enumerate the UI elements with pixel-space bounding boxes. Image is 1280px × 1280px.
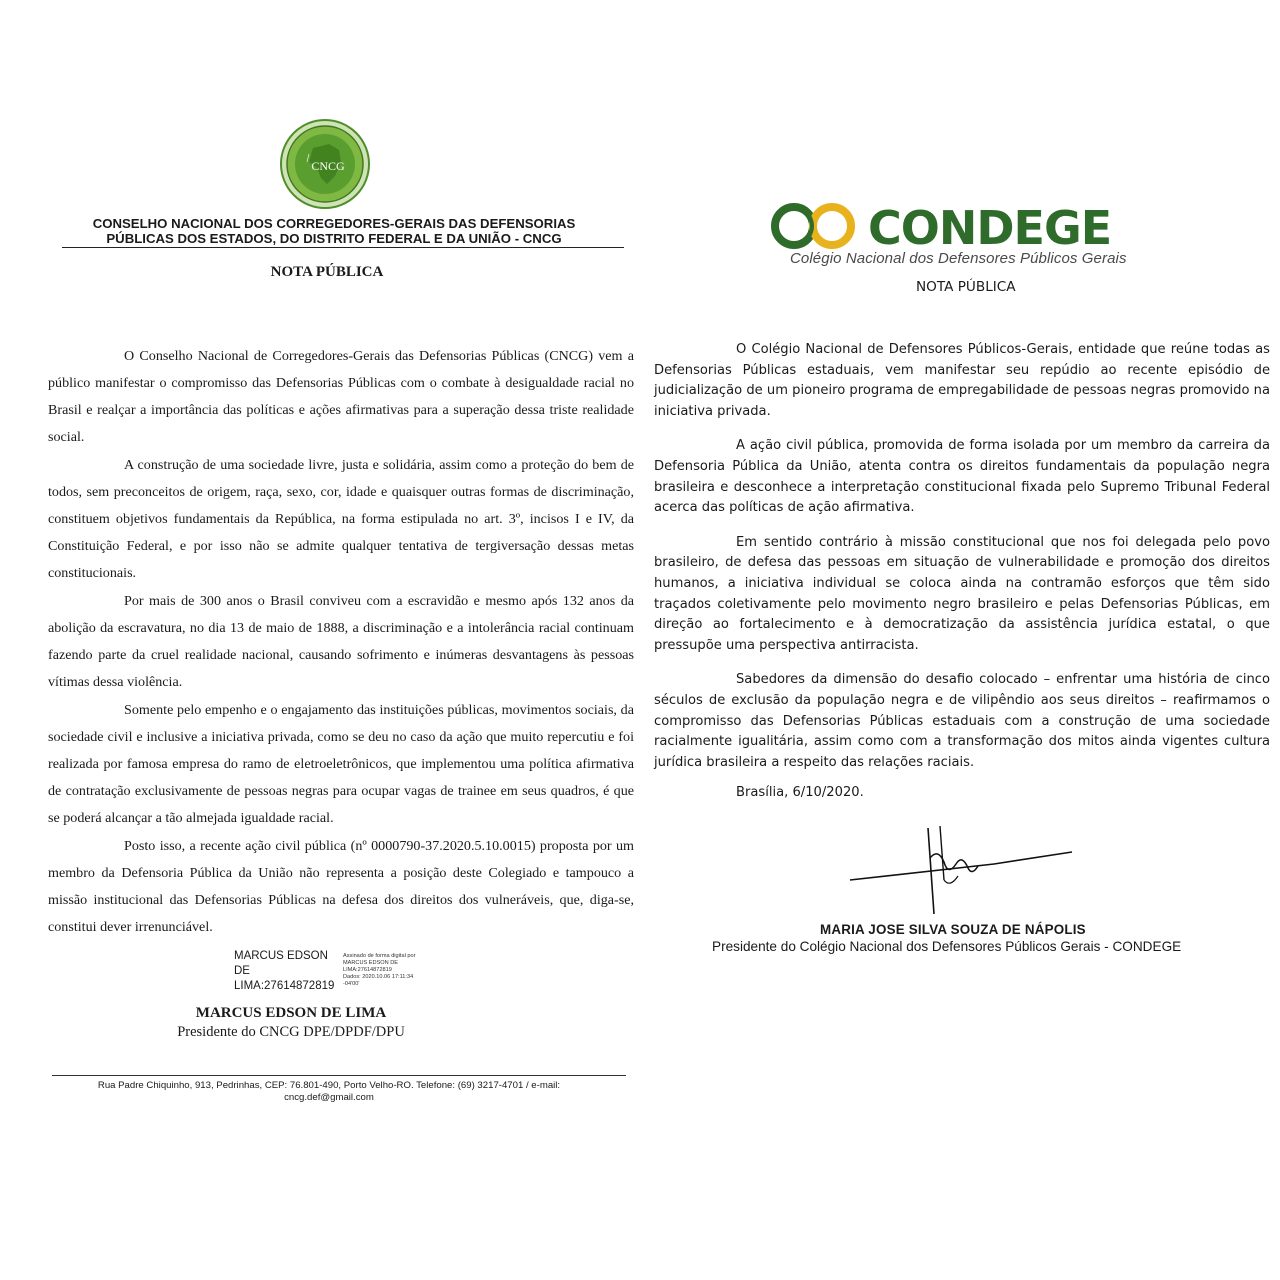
left-signer-role: Presidente do CNCG DPE/DPDF/DPU	[177, 1024, 405, 1040]
right-body	[654, 340, 1270, 773]
left-title: NOTA PÚBLICA	[270, 264, 384, 280]
left-body	[48, 343, 634, 941]
svg-text:CONDEGE: CONDEGE	[868, 201, 1112, 252]
cncg-document	[48, 118, 634, 1104]
digital-signature-name: MARCUS EDSON DE LIMA:27614872819	[234, 950, 335, 992]
left-paragraph: O Conselho Nacional de Corregedores-Gerais das Defensorias Públicas (CNCG) vem a público manifestar o compromisso das Defensorias Públicas com o combate à desigualdade racial no Brasil e realçar a importância das políticas e ações afirmativas para a superação dessa triste realidade social.	[48, 348, 634, 445]
left-paragraph: Por mais de 300 anos o Brasil conviveu com a escravidão e mesmo após 132 anos da abolição da escravatura, no dia 13 de maio de 1888, a discriminação e a intolerância racial continuam fazendo parte da cruel realidade nacional, causando sofrimento e inúmeras desvantagens às pessoas vítimas dessa violência.	[48, 593, 634, 690]
right-paragraph: Em sentido contrário à missão constitucional que nos foi delegada pelo povo brasileiro, de defesa das pessoas em situação de vulnerabilidade e promoção dos direitos humanos, a iniciativa individual se coloca ainda na contramão esforços que têm sido traçados coletivamente pelo movimento negro brasileiro e pelas Defensorias Públicas, em direção ao fortalecimento e à democratização da assistência jurídica estatal, o que pressupõe uma perspectiva antirracista.	[654, 534, 1270, 653]
digital-signature-details: Assinado de forma digital por MARCUS EDSON DE LIMA:27614872819 Dados: 2020.10.06 17:11:34 -04'00'	[343, 953, 416, 987]
left-paragraph: Somente pelo empenho e o engajamento das instituições públicas, movimentos sociais, da sociedade civil e inclusive a iniciativa privada, como se deu no caso da ação que muito repercutiu e foi realizada por famosa empresa do ramo de eletroeletrônicos, que implementou uma política afirmativa de contratação exclusivamente de pessoas negras para ocupar vagas de trainee em seus quadros, é que se poderá alcançar a tão almejada igualdade racial.	[48, 702, 634, 826]
left-footer	[36, 1080, 622, 1104]
left-paragraph: A construção de uma sociedade livre, justa e solidária, assim como a proteção do bem de todos, sem preconceitos de origem, raça, sexo, cor, idade e quaisquer outras formas de discriminação, constituem objetivos fundamentais da República, na forma estipulada no art. 3º, incisos I e IV, da Constituição Federal, e por isso não se admite qualquer tentativa de tergiversação dessas metas constitucionais.	[48, 457, 634, 581]
left-signer-name: MARCUS EDSON DE LIMA	[195, 1005, 387, 1021]
digital-signature	[48, 949, 634, 1001]
footer-divider	[52, 1075, 626, 1076]
header-divider	[62, 247, 624, 248]
condege-subtitle: Colégio Nacional dos Defensores Públicos Gerais	[790, 250, 1127, 267]
right-paragraph: A ação civil pública, promovida de forma isolada por um membro da carreira da Defensoria Pública da União, atenta contra os direitos fundamentais da população negra brasileira e desconhece a interpretação constitucional fixada pelo Supremo Tribunal Federal acerca das políticas de ação afirmativa.	[654, 438, 1270, 516]
place-date: Brasília, 6/10/2020.	[736, 785, 864, 801]
right-title: NOTA PÚBLICA	[916, 279, 1016, 295]
right-paragraph: Sabedores da dimensão do desafio colocado – enfrentar uma história de cinco séculos de exclusão da população negra e de vilipêndio aos seus direitos – reafirmamos o compromisso das Defensorias Públicas estaduais com a construção de uma sociedade racialmente igualitária, assim como com a transformação dos mitos ainda vigentes cultura jurídica brasileira a respeito das relações raciais.	[654, 672, 1270, 770]
condege-logo	[764, 200, 1164, 252]
right-signer-role: Presidente do Colégio Nacional dos Defensores Públicos Gerais - CONDEGE	[712, 939, 1182, 955]
cncg-seal-logo	[279, 118, 371, 210]
left-paragraph: Posto isso, a recente ação civil pública (nº 0000790-37.2020.5.10.0015) proposta por um membro da Defensoria Pública da União não representa a posição deste Colegiado e tampouco a missão institucional das Defensorias Públicas na defesa dos direitos dos vulneráveis, que, diga-se, constitui dever irrenunciável.	[48, 838, 634, 935]
handwritten-signature	[844, 818, 1084, 918]
right-paragraph: O Colégio Nacional de Defensores Públicos-Gerais, entidade que reúne todas as Defensorias Públicas estaduais, vem manifestar seu repúdio ao recente episódio de judicialização de um pioneiro programa de empregabilidade de pessoas negras promovido na iniciativa privada.	[654, 342, 1270, 419]
footer-address: Rua Padre Chiquinho, 913, Pedrinhas, CEP: 76.801-490, Porto Velho-RO. Telefone: (69) 3217-4701 / e-mail:	[97, 1080, 561, 1091]
condege-document	[654, 200, 1270, 954]
footer-email: cncg.def@gmail.com	[284, 1092, 374, 1103]
council-name: CONSELHO NACIONAL DOS CORREGEDORES-GERAIS DAS DEFENSORIAS PÚBLICAS DOS ESTADOS, DO DISTRITO FEDERAL E DA UNIÃO - CNCG	[92, 216, 576, 246]
condege-infinity-icon	[775, 207, 851, 245]
right-signer-name: MARIA JOSE SILVA SOUZA DE NÁPOLIS	[820, 922, 1086, 938]
svg-text:CNCG: CNCG	[311, 159, 345, 173]
